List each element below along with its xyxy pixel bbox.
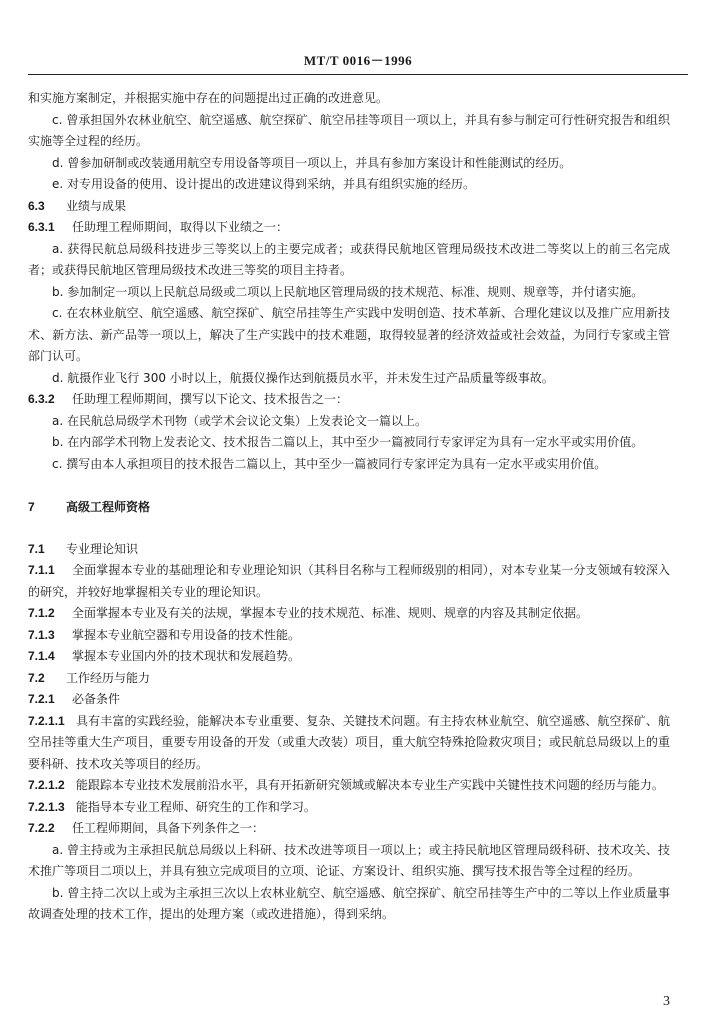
clause-6-3-2	[28, 389, 670, 411]
section-title: 工作经历与能力	[66, 670, 151, 685]
clause-number: 6.3.1	[28, 220, 55, 234]
header-rule	[28, 74, 688, 75]
clause-6-3-1	[28, 217, 670, 239]
clause-7-2-1-1	[28, 711, 670, 776]
clause-number: 7.1.1	[28, 563, 55, 577]
clause-text: 掌握本专业国内外的技术现状和发展趋势。	[72, 649, 301, 663]
list-item-b: b. 曾主持二次以上或为主承担三次以上农林业航空、航空遥感、航空探矿、航空吊挂等生产中的二等以上作业质量事故调查处理的技术工作，提出的处理方案（或改进措施），得到采纳。	[28, 885, 670, 921]
clause-number: 7.1.4	[28, 649, 55, 663]
clause-7-1-3	[28, 625, 670, 647]
section-heading-6-3	[28, 196, 670, 218]
section-number: 6.3	[28, 198, 45, 213]
clause-7-2-1-2	[28, 775, 670, 797]
clause-7-2-2	[28, 818, 670, 840]
clause-number: 7.2.2	[28, 821, 55, 835]
list-item-b: b. 参加制定一项以上民航总局级或二项以上民航地区管理局级的技术规范、标准、规则、规章等，并付诸实施。	[52, 284, 644, 299]
list-item-e: e. 对专用设备的使用、设计提出的改进建议得到采纳，并具有组织实施的经历。	[52, 177, 476, 191]
list-item-c: c. 撰写由本人承担项目的技术报告二篇以上，其中至少一篇被同行专家评定为具有一定水平或实用价值。	[52, 456, 607, 471]
list-item-b: b. 在内部学术刊物上发表论文、技术报告二篇以上，其中至少一篇被同行专家评定为具有一定水平或实用价值。	[52, 435, 644, 449]
clause-text: 具有丰富的实践经验，能解决本专业重要、复杂、关键技术问题。有主持农林业航空、航空遥感、航空探矿、航空吊挂等重大生产项目，重要专用设备的开发（或重大改装）项目，重大航空特殊抢险救灾项目；或民航总局级以上的重要科研、技术攻关等项目的经历。	[28, 713, 670, 771]
clause-number: 7.2.1	[28, 692, 55, 706]
clause-7-1-4	[28, 646, 670, 668]
clause-text: 全面掌握本专业的基础理论和专业理论知识（其科目名称与工程师级别的相同），对本专业某一分支领域有较深入的研究，并较好地掌握相关专业的理论知识。	[28, 563, 670, 599]
standard-number-header: MT/T 0016－1996	[303, 53, 413, 68]
section-title: 业绩与成果	[66, 198, 127, 213]
clause-text: 能指导本专业工程师、研究生的工作和学习。	[75, 799, 316, 814]
section-number: 7.1	[28, 541, 45, 556]
paragraph: 和实施方案制定，并根据实施中存在的问题提出过正确的改进意见。	[28, 91, 389, 105]
chapter-heading-7	[28, 497, 670, 519]
clause-text: 能跟踪本专业技术发展前沿水平，具有开拓新研究领域或解决本专业生产实践中关键性技术问题的经历与能力。	[75, 778, 664, 792]
clause-7-1-2	[28, 603, 670, 625]
clause-number: 7.2.1.3	[28, 799, 65, 814]
clause-7-1-1	[28, 560, 670, 603]
chapter-title: 高级工程师资格	[66, 500, 151, 514]
clause-7-2-1-3	[28, 797, 670, 819]
clause-number: 7.2.1.2	[28, 778, 65, 792]
clause-number: 7.2.1.1	[28, 713, 65, 728]
section-title: 专业理论知识	[66, 541, 139, 556]
section-heading-7-2	[28, 668, 670, 690]
document-body	[28, 88, 670, 926]
list-item-a: a. 获得民航总局级科技进步三等奖以上的主要完成者；或获得民航地区管理局级技术改进二等奖以上的前三名完成者；或获得民航地区管理局级技术改进三等奖的项目主持者。	[28, 241, 670, 277]
list-item-c: c. 在农林业航空、航空遥感、航空探矿、航空吊挂等生产实践中发明创造、技术革新、合理化建议以及推广应用新技术、新方法、新产品等一项以上，解决了生产实践中的技术难题，取得较显著的经济效益或社会效益，为同行专家或主管部门认可。	[28, 306, 670, 363]
clause-7-2-1	[28, 689, 670, 711]
clause-text: 任工程师期间，具备下列条件之一：	[72, 821, 265, 835]
list-item-d: d. 曾参加研制或改装通用航空专用设备等项目一项以上，并具有参加方案设计和性能测试的经历。	[52, 155, 572, 170]
clause-text: 掌握本专业航空器和专用设备的技术性能。	[72, 627, 301, 642]
list-item-d: d. 航摄作业飞行 300 小时以上，航摄仪操作达到航摄员水平，并未发生过产品质量等级事故。	[52, 370, 554, 385]
page-number: 3	[663, 994, 670, 1009]
clause-text: 任助理工程师期间，取得以下业绩之一：	[72, 220, 289, 234]
list-item-a: a. 在民航总局级学术刊物（或学术会议论文集）上发表论文一篇以上。	[52, 413, 427, 428]
chapter-number: 7	[28, 500, 35, 514]
list-item-a: a. 曾主持或为主承担民航总局级以上科研、技术改进等项目一项以上；或主持民航地区管理局级科研、技术攻关、技术推广等项目二项以上，并具有独立完成项目的立项、论证、方案设计、组织实施、撰写技术报告等全过程的经历。	[28, 842, 670, 878]
section-number: 7.2	[28, 670, 45, 685]
clause-text: 任助理工程师期间，撰写以下论文、技术报告之一：	[72, 392, 349, 406]
clause-number: 6.3.2	[28, 392, 55, 406]
clause-number: 7.1.3	[28, 627, 55, 642]
clause-text: 全面掌握本专业及有关的法规，掌握本专业的技术规范、标准、规则、规章的内容及其制定依据。	[72, 606, 589, 620]
clause-text: 必备条件	[72, 692, 121, 706]
list-item-c: c. 曾承担国外农林业航空、航空遥感、航空探矿、航空吊挂等项目一项以上，并具有参与制定可行性研究报告和组织实施等全过程的经历。	[28, 112, 670, 148]
clause-number: 7.1.2	[28, 606, 55, 620]
section-heading-7-1	[28, 539, 670, 561]
